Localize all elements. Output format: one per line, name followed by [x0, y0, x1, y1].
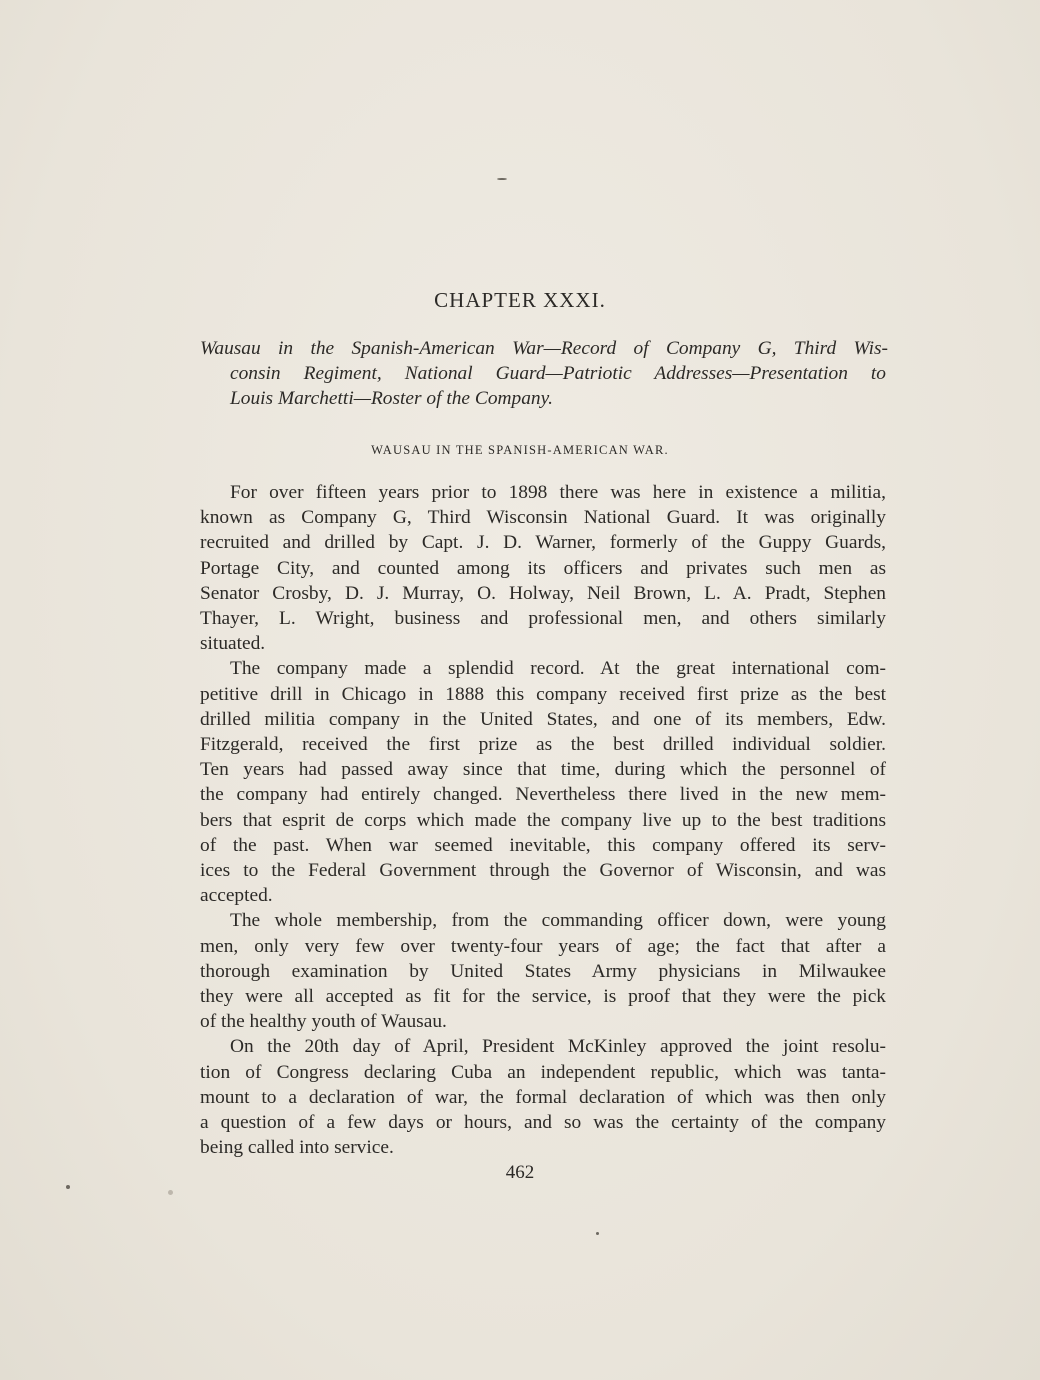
text-line: being called into service. — [200, 1137, 394, 1159]
body-text — [200, 480, 886, 1160]
text-line: recruited and drilled by Capt. J. D. Warner, formerly of the Guppy Guards, — [200, 532, 886, 554]
text-line: accepted. — [200, 885, 273, 907]
text-line: Thayer, L. Wright, business and professional men, and others similarly — [200, 608, 886, 630]
text-line: thorough examination by United States Army physicians in Milwaukee — [200, 960, 886, 982]
synopsis-line: Louis Marchetti—Roster of the Company. — [230, 388, 553, 409]
text-line: On the 20th day of April, President McKinley approved the joint resolu- — [230, 1036, 886, 1058]
text-line: Senator Crosby, D. J. Murray, O. Holway, Neil Brown, L. A. Pradt, Stephen — [200, 582, 886, 604]
text-line: tion of Congress declaring Cuba an independent republic, which was tanta- — [200, 1061, 886, 1083]
chapter-synopsis — [200, 336, 890, 411]
text-line: mount to a declaration of war, the formal declaration of which was then only — [200, 1086, 886, 1108]
paragraph — [200, 908, 886, 1034]
text-line: bers that esprit de corps which made the company live up to the best traditions — [200, 809, 886, 831]
paragraph — [200, 480, 886, 656]
section-heading: WAUSAU IN THE SPANISH-AMERICAN WAR. — [371, 443, 669, 457]
text-line: ices to the Federal Government through the Governor of Wisconsin, and was — [200, 860, 886, 882]
text-line: petitive drill in Chicago in 1888 this company received first prize as the best — [200, 683, 886, 705]
print-speck — [596, 1232, 599, 1235]
text-line: The company made a splendid record. At the great international com- — [230, 658, 886, 680]
text-line: a question of a few days or hours, and so was the certainty of the company — [200, 1112, 886, 1134]
paragraph — [200, 656, 886, 908]
print-speck — [168, 1190, 173, 1195]
text-line: known as Company G, Third Wisconsin National Guard. It was originally — [200, 507, 886, 529]
text-line: situated. — [200, 633, 266, 655]
text-line: of the past. When war seemed inevitable, this company offered its serv- — [200, 834, 886, 856]
synopsis-line: consin Regiment, National Guard—Patriotic Addresses—Presentation to — [230, 363, 886, 384]
text-line: Portage City, and counted among its officers and privates such men as — [200, 557, 886, 579]
synopsis-line: Wausau in the Spanish-American War—Record of Company G, Third Wis- — [200, 338, 888, 359]
paragraph — [200, 1034, 886, 1160]
text-line: they were all accepted as fit for the service, is proof that they were the pick — [200, 986, 886, 1008]
text-line: the company had entirely changed. Nevertheless there lived in the new mem- — [200, 784, 886, 806]
chapter-title: CHAPTER XXXI. — [434, 288, 606, 312]
text-line: Fitzgerald, received the first prize as the best drilled individual soldier. — [200, 734, 886, 756]
text-line: For over fifteen years prior to 1898 there was here in existence a militia, — [230, 482, 886, 503]
text-line: drilled militia company in the United States, and one of its members, Edw. — [200, 708, 886, 730]
print-speck — [66, 1185, 70, 1189]
text-line: of the healthy youth of Wausau. — [200, 1011, 447, 1033]
text-line: Ten years had passed away since that time, during which the personnel of — [200, 759, 886, 781]
text-line: men, only very few over twenty-four years of age; the fact that after a — [200, 935, 886, 957]
print-speck — [497, 178, 507, 180]
page-number: 462 — [505, 1162, 535, 1183]
text-line: The whole membership, from the commanding officer down, were young — [230, 910, 886, 932]
